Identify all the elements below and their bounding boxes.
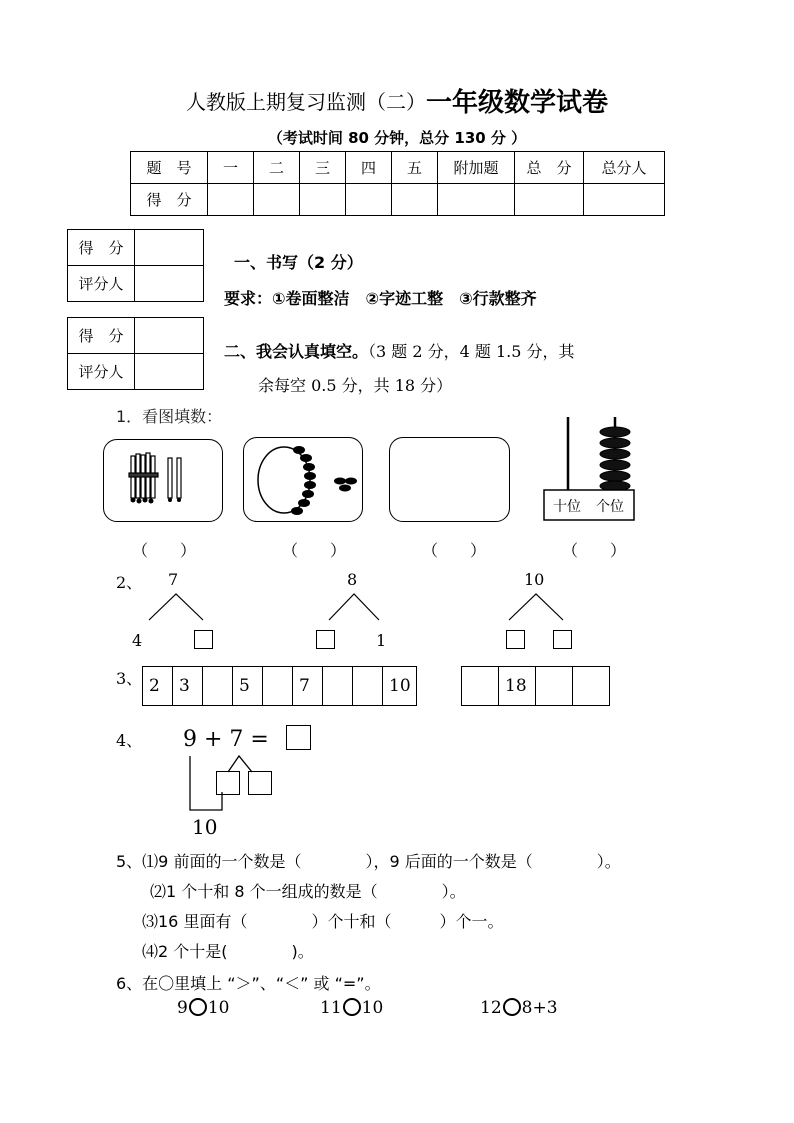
score-input-cell[interactable]: [135, 230, 204, 266]
sequence-blank[interactable]: [203, 667, 233, 706]
score-header-cell: 题 号: [131, 152, 208, 184]
abacus-ones-label: 个位: [596, 499, 624, 515]
sequence-cell: 7: [293, 667, 323, 706]
score-header-cell: 三: [300, 152, 346, 184]
score-label: 得 分: [68, 230, 135, 266]
q5-line-2: ⑵1 个十和 8 个一组成的数是（ ）。: [150, 882, 466, 901]
answer-square[interactable]: [553, 630, 572, 649]
sequence-blank[interactable]: [263, 667, 293, 706]
compare-item: [177, 998, 229, 1018]
tree-right-number: 1: [376, 631, 387, 650]
tree-left-number: 4: [132, 631, 143, 650]
sequence-cell: 3: [173, 667, 203, 706]
sequence-boxes-2: [461, 666, 610, 706]
score-header-cell: 五: [392, 152, 438, 184]
q4-ten: 10: [192, 815, 218, 839]
score-header-cell: 四: [346, 152, 392, 184]
q5-line-4: ⑷2 个十是( )。: [142, 942, 314, 961]
q2-label: 2、: [116, 573, 143, 592]
score-input-cell[interactable]: [135, 318, 204, 354]
sequence-cell: 18: [499, 667, 536, 706]
title-main: 一年级数学试卷: [425, 88, 608, 118]
section1-heading: 一、书写（2 分）: [234, 253, 363, 272]
section1-requirement: 要求：①卷面整洁 ②字迹工整 ③行款整齐: [224, 289, 537, 308]
compare-right: 10: [361, 998, 384, 1018]
sequence-cell: 2: [143, 667, 173, 706]
score-header-cell: 二: [254, 152, 300, 184]
score-input-cell[interactable]: [438, 184, 515, 216]
sticks-bundle-icon: [104, 440, 222, 521]
compare-left: 11: [320, 998, 342, 1018]
q5-line-1: 5、⑴9 前面的一个数是（ ），9 后面的一个数是（ ）。: [116, 852, 621, 871]
compare-left: 9: [177, 998, 188, 1018]
q6-instruction: 6、在〇里填上 “＞”、“＜” 或 “=”。: [116, 974, 381, 993]
grader-input-cell[interactable]: [135, 266, 204, 302]
score-input-cell[interactable]: [346, 184, 392, 216]
score-input-cell[interactable]: [208, 184, 254, 216]
score-header-cell: 一: [208, 152, 254, 184]
compare-item: [320, 998, 383, 1018]
abacus: [541, 414, 637, 522]
sequence-blank[interactable]: [536, 667, 573, 706]
score-input-cell[interactable]: [392, 184, 438, 216]
compare-left: 12: [480, 998, 502, 1018]
section2-note: （3 题 2 分，4 题 1.5 分，其: [368, 342, 575, 361]
grader-label: 评分人: [68, 354, 135, 390]
sequence-blank[interactable]: [323, 667, 353, 706]
answer-square[interactable]: [216, 771, 240, 795]
number-tree-lines: [0, 590, 794, 630]
compare-item: [480, 998, 558, 1018]
answer-blank[interactable]: （ ）: [132, 541, 197, 560]
q1-label: 1．看图填数：: [116, 407, 223, 426]
score-input-cell[interactable]: [515, 184, 584, 216]
tree-top-number: 10: [524, 570, 545, 589]
score-input-cell[interactable]: [300, 184, 346, 216]
section1-score-box: [67, 229, 204, 302]
compare-circle[interactable]: [189, 998, 207, 1016]
score-row-label: 得 分: [131, 184, 208, 216]
score-label: 得 分: [68, 318, 135, 354]
answer-square[interactable]: [506, 630, 525, 649]
section2-heading: 二、我会认真填空。: [224, 342, 369, 361]
q4-label: 4、: [116, 731, 143, 750]
grader-label: 评分人: [68, 266, 135, 302]
q5-line-3: ⑶16 里面有（ ）个十和（ ）个一。: [142, 912, 504, 931]
sequence-cell: 10: [383, 667, 417, 706]
compare-right: 8+3: [521, 998, 558, 1018]
answer-square[interactable]: [194, 630, 213, 649]
answer-blank[interactable]: （ ）: [422, 541, 487, 560]
q3-label: 3、: [116, 669, 143, 688]
score-table: [130, 151, 665, 216]
answer-blank[interactable]: （ ）: [282, 541, 347, 560]
tree-top-number: 7: [168, 570, 179, 589]
abacus-tens-label: 十位: [553, 499, 581, 515]
score-header-cell: 附加题: [438, 152, 515, 184]
compare-circle[interactable]: [503, 998, 521, 1016]
section2-score-box: [67, 317, 204, 390]
q4-equation: 9 + 7 =: [183, 727, 269, 752]
title-prefix: 人教版上期复习监测（二）: [185, 90, 426, 114]
score-input-cell[interactable]: [254, 184, 300, 216]
picture-empty: [389, 437, 510, 522]
answer-square[interactable]: [286, 725, 311, 750]
section2-heading-line: [224, 339, 575, 362]
compare-circle[interactable]: [343, 998, 361, 1016]
page-title: [0, 82, 794, 119]
sequence-blank[interactable]: [573, 667, 610, 706]
sequence-boxes-1: [142, 666, 417, 706]
grader-input-cell[interactable]: [135, 354, 204, 390]
tree-top-number: 8: [347, 570, 358, 589]
sequence-blank[interactable]: [462, 667, 499, 706]
section2-note-cont: 余每空 0.5 分，共 18 分）: [258, 376, 453, 395]
score-header-cell: 总 分: [515, 152, 584, 184]
picture-beads: [243, 437, 363, 522]
compare-right: 10: [207, 998, 230, 1018]
exam-info: （考试时间 80 分钟，总分 130 分 ）: [267, 129, 527, 147]
answer-square[interactable]: [248, 771, 272, 795]
sequence-cell: 5: [233, 667, 263, 706]
answer-square[interactable]: [316, 630, 335, 649]
sequence-blank[interactable]: [353, 667, 383, 706]
score-header-cell: 总分人: [584, 152, 665, 184]
answer-blank[interactable]: （ ）: [562, 541, 627, 560]
beads-ring-icon: [244, 438, 362, 521]
score-input-cell[interactable]: [584, 184, 665, 216]
picture-sticks: [103, 439, 223, 522]
